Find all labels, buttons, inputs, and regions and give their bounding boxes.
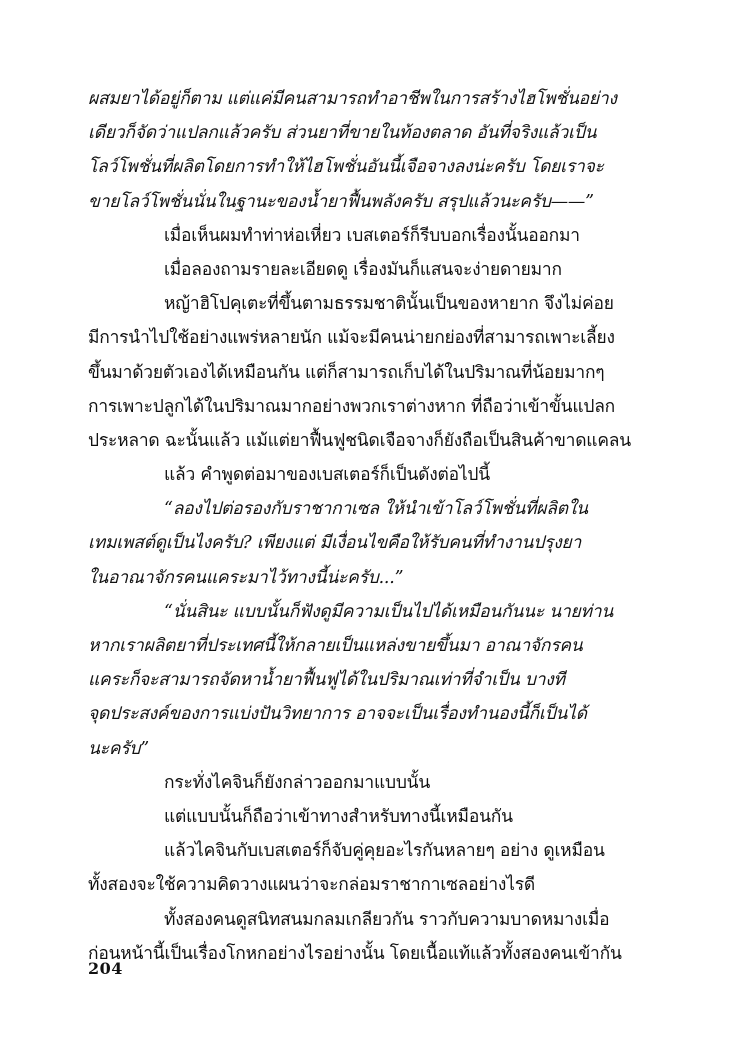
text-line: “นั่นสินะ แบบนั้นก็ฟังดูมีความเป็นไปได้เหมือนกันนะ นายท่าน <box>164 601 614 622</box>
text-line: หากเราผลิตยาที่ประเทศนี้ให้กลายเป็นแหล่งขายขึ้นมา อาณาจักรคน <box>88 636 583 656</box>
text-line: กระทั่งไคจินก็ยังกล่าวออกมาแบบนั้น <box>164 772 431 793</box>
text-line: การเพาะปลูกได้ในปริมาณมากอย่างพวกเราต่างหาก ที่ถือว่าเข้าขั้นแปลก <box>88 396 616 417</box>
text-line: แล้วไคจินกับเบสเตอร์ก็จับคู่คุยอะไรกันหลายๆ อย่าง ดูเหมือน <box>164 841 605 862</box>
text-line: แคระก็จะสามารถจัดหาน้ำยาฟื้นฟูได้ในปริมาณเท่าที่จำเป็น บางที <box>88 670 565 691</box>
text-line: ขายโลว์โพชั่นนั่นในฐานะของน้ำยาฟื้นพลังครับ สรุปแล้วนะครับ——” <box>88 191 594 212</box>
page-number: 204 <box>88 959 123 978</box>
text-line: เทมเพสต์ดูเป็นไงครับ? เพียงแต่ มีเงื่อนไขคือให้รับคนที่ทำงานปรุงยา <box>88 533 582 554</box>
text-line: ในอาณาจักรคนแคระมาไว้ทางนี้น่ะครับ...” <box>88 567 404 588</box>
text-line: หญ้าฮิโปคุเตะที่ขึ้นตามธรรมชาตินั้นเป็นของหายาก จึงไม่ค่อย <box>164 294 614 315</box>
text-line: ก่อนหน้านี้เป็นเรื่องโกหกอย่างไรอย่างนั้น โดยเนื้อแท้แล้วทั้งสองคนเข้ากัน <box>88 943 622 964</box>
text-line: เดียวก็จัดว่าแปลกแล้วครับ ส่วนยาที่ขายในท้องตลาด อันที่จริงแล้วเป็น <box>88 123 597 144</box>
text-line: จุดประสงค์ของการแบ่งปันวิทยาการ อาจจะเป็นเรื่องทำนองนี้ก็เป็นได้ <box>88 704 587 725</box>
text-line: “ลองไปต่อรองกับราชากาเซล ให้นำเข้าโลว์โพชั่นที่ผลิตใน <box>164 499 588 520</box>
text-line: เมื่อลองถามรายละเอียดดู เรื่องมันก็แสนจะง่ายดายมาก <box>164 259 562 280</box>
text-line: ผสมยาได้อยู่ก็ตาม แต่แค่มีคนสามารถทำอาชีพในการสร้างไฮโพชั่นอย่าง <box>88 89 617 109</box>
text-line: แต่แบบนั้นก็ถือว่าเข้าทางสำหรับทางนี้เหมือนกัน <box>164 806 513 827</box>
text-line: ประหลาด ฉะนั้นแล้ว แม้แต่ยาฟื้นฟูชนิดเจือจางก็ยังถือเป็นสินค้าขาดแคลน <box>88 430 631 451</box>
text-line: ขึ้นมาด้วยตัวเองได้เหมือนกัน แต่ก็สามารถเก็บได้ในปริมาณที่น้อยมากๆ <box>88 362 605 383</box>
text-line: นะครับ” <box>88 738 149 759</box>
text-line: เมื่อเห็นผมทำท่าห่อเหี่ยว เบสเตอร์ก็รีบบอกเรื่องนั้นออกมา <box>164 225 580 246</box>
text-line: โลว์โพชั่นที่ผลิตโดยการทำให้ไฮโพชั่นอันนี้เจือจางลงน่ะครับ โดยเราจะ <box>88 157 604 178</box>
text-line: มีการนำไปใช้อย่างแพร่หลายนัก แม้จะมีคนน่ายกย่องที่สามารถเพาะเลี้ยง <box>88 328 615 349</box>
text-line: ทั้งสองคนดูสนิทสนมกลมเกลียวกัน ราวกับความบาดหมางเมื่อ <box>164 909 610 930</box>
text-line: ทั้งสองจะใช้ความคิดวางแผนว่าจะกล่อมราชากาเซลอย่างไรดี <box>88 875 535 896</box>
text-line: แล้ว คำพูดต่อมาของเบสเตอร์ก็เป็นดังต่อไปนี้ <box>164 465 490 486</box>
body-text <box>88 82 650 971</box>
